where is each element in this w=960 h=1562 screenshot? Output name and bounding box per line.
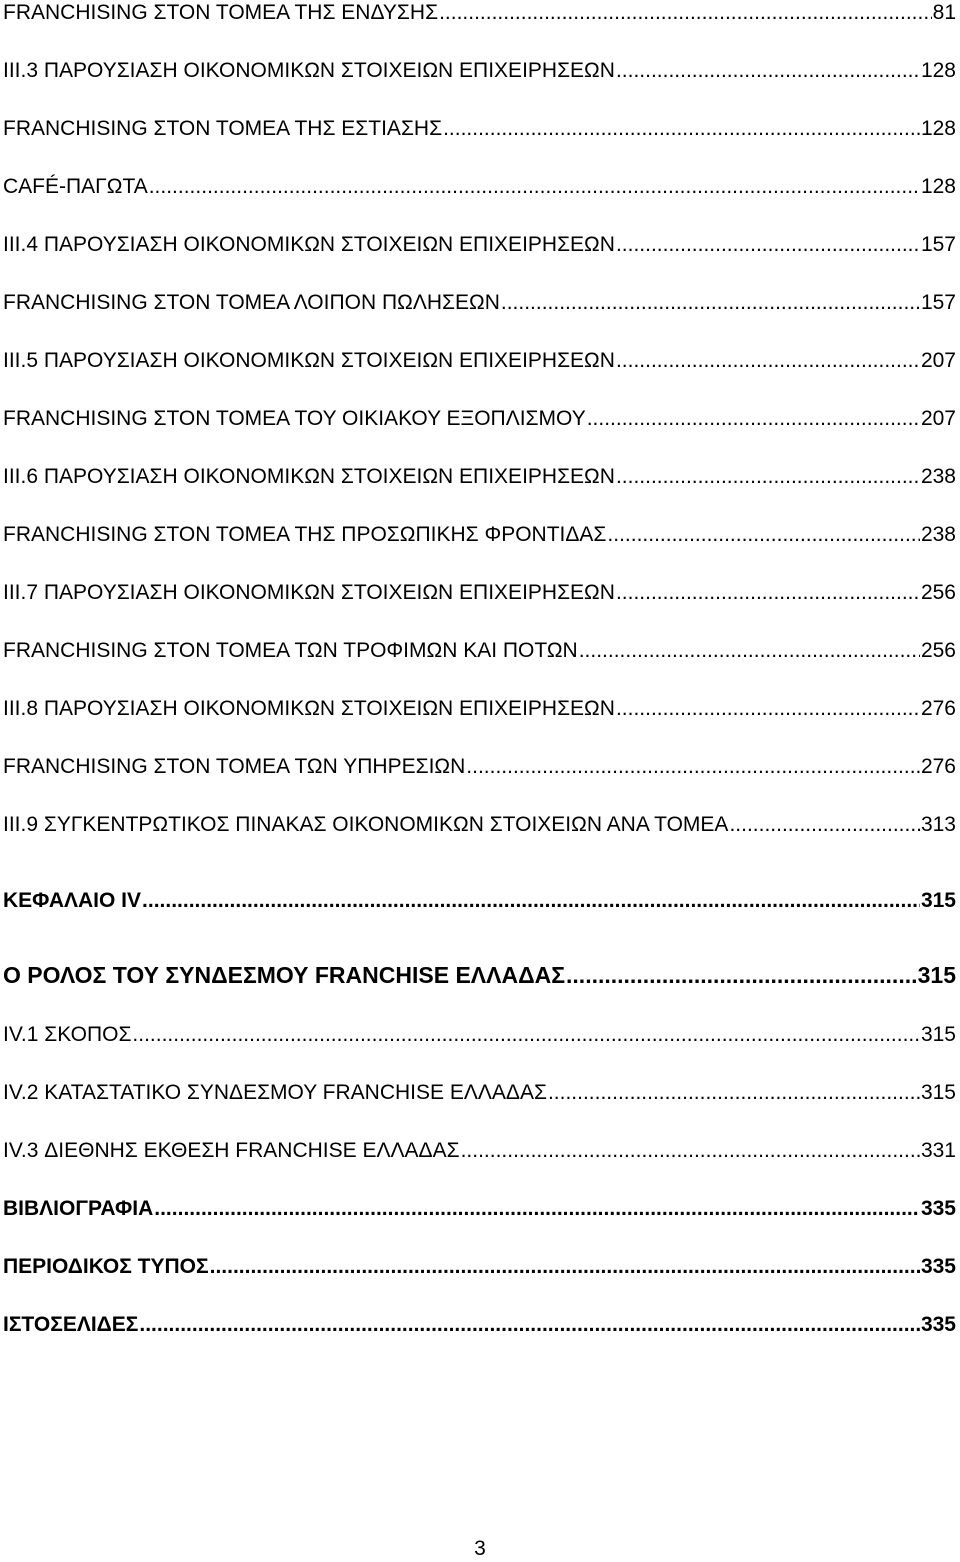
toc-entry[interactable] — [3, 406, 956, 432]
toc-entry[interactable] — [3, 1254, 956, 1280]
toc-entry-page: 157 — [920, 233, 956, 256]
toc-entry-title: ΙΙΙ.5 ΠΑΡΟΥΣΙΑΣΗ ΟΙΚΟΝΟΜΙΚΩΝ ΣΤΟΙΧΕΙΩΝ ΕΠΙΧΕΙΡΗΣΕΩΝ — [3, 349, 615, 372]
toc-entry-title: ΙΙΙ.7 ΠΑΡΟΥΣΙΑΣΗ ΟΙΚΟΝΟΜΙΚΩΝ ΣΤΟΙΧΕΙΩΝ ΕΠΙΧΕΙΡΗΣΕΩΝ — [3, 581, 615, 604]
toc-leader-dots — [587, 406, 920, 432]
toc-entry-page: 315 — [920, 1023, 956, 1046]
toc-leader-dots — [616, 696, 920, 722]
toc-entry-title: FRANCHISING ΣΤΟΝ ΤΟΜΕΑ ΛΟΙΠΟΝ ΠΩΛΗΣΕΩΝ — [3, 291, 500, 314]
page-number: 3 — [474, 1537, 486, 1560]
toc-entry-title: IV.2 ΚΑΤΑΣΤΑΤΙΚΟ ΣΥΝΔΕΣΜΟΥ FRANCHISE ΕΛΛΑΔΑΣ — [3, 1081, 547, 1104]
toc-entry-page: 256 — [920, 639, 956, 662]
toc-leader-dots — [729, 812, 920, 838]
toc-leader-dots — [149, 174, 920, 200]
toc-leader-dots — [139, 1312, 920, 1338]
toc-entry[interactable] — [3, 1022, 956, 1048]
toc-entry[interactable] — [3, 0, 956, 26]
toc-entry-title: ΙΙΙ.4 ΠΑΡΟΥΣΙΑΣΗ ΟΙΚΟΝΟΜΙΚΩΝ ΣΤΟΙΧΕΙΩΝ ΕΠΙΧΕΙΡΗΣΕΩΝ — [3, 233, 615, 256]
toc-leader-dots — [616, 464, 920, 490]
toc-entry[interactable] — [3, 754, 956, 780]
toc-entry-title: Ο ΡΟΛΟΣ ΤΟΥ ΣΥΝΔΕΣΜΟΥ FRANCHISE ΕΛΛΑΔΑΣ — [3, 962, 566, 988]
toc-entry[interactable] — [3, 1196, 956, 1222]
toc-leader-dots — [607, 522, 920, 548]
toc-entry-title: ΒΙΒΛΙΟΓΡΑΦΙΑ — [3, 1197, 154, 1220]
toc-entry-page: 335 — [920, 1197, 956, 1220]
toc-entry-title: ΙΙΙ.6 ΠΑΡΟΥΣΙΑΣΗ ΟΙΚΟΝΟΜΙΚΩΝ ΣΤΟΙΧΕΙΩΝ ΕΠΙΧΕΙΡΗΣΕΩΝ — [3, 465, 615, 488]
toc-entry-page: 276 — [920, 697, 956, 720]
toc-entry-page: 207 — [920, 407, 956, 430]
toc-leader-dots — [142, 888, 920, 914]
toc-entry[interactable] — [3, 812, 956, 838]
toc-entry[interactable] — [3, 116, 956, 142]
toc-entry-page: 276 — [920, 755, 956, 778]
toc-entry[interactable] — [3, 58, 956, 84]
toc-entry-page: 128 — [920, 175, 956, 198]
toc-entry-page: 256 — [920, 581, 956, 604]
toc-entry[interactable] — [3, 962, 956, 988]
toc-entry[interactable] — [3, 1312, 956, 1338]
toc-entry[interactable] — [3, 580, 956, 606]
toc-entry-title: ΙΣΤΟΣΕΛΙΔΕΣ — [3, 1313, 139, 1336]
toc-leader-dots — [501, 290, 920, 316]
toc-leader-dots — [616, 232, 920, 258]
toc-leader-dots — [616, 580, 920, 606]
toc-leader-dots — [466, 754, 920, 780]
toc-entry-page: 128 — [920, 117, 956, 140]
toc-entry-title: IV.1 ΣΚΟΠΟΣ — [3, 1023, 132, 1046]
toc-entry[interactable] — [3, 1138, 956, 1164]
toc-leader-dots — [616, 58, 920, 84]
toc-leader-dots — [154, 1196, 920, 1222]
toc-entry-title: IV.3 ΔΙΕΘΝΗΣ ΕΚΘΕΣΗ FRANCHISE ΕΛΛΑΔΑΣ — [3, 1139, 460, 1162]
toc-entry-title: FRANCHISING ΣΤΟΝ ΤΟΜΕΑ ΤΗΣ ΠΡΟΣΩΠΙΚΗΣ ΦΡΟΝΤΙΔΑΣ — [3, 523, 607, 546]
toc-entry[interactable] — [3, 522, 956, 548]
toc-entry-page: 128 — [920, 59, 956, 82]
toc-leader-dots — [443, 116, 920, 142]
toc-leader-dots — [616, 348, 920, 374]
toc-entry-title: FRANCHISING ΣΤΟΝ ΤΟΜΕΑ ΤΗΣ ΕΝΔΥΣΗΣ — [3, 1, 439, 24]
toc-entry[interactable] — [3, 696, 956, 722]
toc-leader-dots — [566, 962, 917, 988]
toc-leader-dots — [210, 1254, 920, 1280]
toc-leader-dots — [461, 1138, 920, 1164]
toc-leader-dots — [439, 0, 932, 26]
toc-entry-title: ΙΙΙ.9 ΣΥΓΚΕΝΤΡΩΤΙΚΟΣ ΠΙΝΑΚΑΣ ΟΙΚΟΝΟΜΙΚΩΝ ΣΤΟΙΧΕΙΩΝ ΑΝΑ ΤΟΜΕΑ — [3, 813, 729, 836]
toc-entry-page: 315 — [917, 962, 956, 988]
toc-entry-page: 315 — [920, 889, 956, 912]
toc-entry[interactable] — [3, 232, 956, 258]
toc-entry-page: 315 — [920, 1081, 956, 1104]
toc-entry-title: FRANCHISING ΣΤΟΝ ΤΟΜΕΑ ΤΟΥ ΟΙΚΙΑΚΟΥ ΕΞΟΠΛΙΣΜΟΥ — [3, 407, 586, 430]
toc-entry[interactable] — [3, 888, 956, 914]
toc-entry-page: 238 — [920, 523, 956, 546]
toc-entry-page: 81 — [932, 1, 956, 24]
toc-entry-page: 238 — [920, 465, 956, 488]
toc-leader-dots — [132, 1022, 920, 1048]
toc-entry-title: ΚΕΦΑΛΑΙΟ IV — [3, 889, 142, 912]
toc-entry[interactable] — [3, 174, 956, 200]
toc-leader-dots — [548, 1080, 920, 1106]
toc-entry[interactable] — [3, 638, 956, 664]
toc-entry[interactable] — [3, 290, 956, 316]
toc-entry-title: FRANCHISING ΣΤΟΝ ΤΟΜΕΑ ΤΗΣ ΕΣΤΙΑΣΗΣ — [3, 117, 443, 140]
toc-entry-page: 331 — [920, 1139, 956, 1162]
toc-leader-dots — [579, 638, 920, 664]
toc-entry-page: 335 — [920, 1313, 956, 1336]
toc-entry-title: FRANCHISING ΣΤΟΝ ΤΟΜΕΑ ΤΩΝ ΥΠΗΡΕΣΙΩΝ — [3, 755, 466, 778]
toc-entry-title: ΙΙΙ.3 ΠΑΡΟΥΣΙΑΣΗ ΟΙΚΟΝΟΜΙΚΩΝ ΣΤΟΙΧΕΙΩΝ ΕΠΙΧΕΙΡΗΣΕΩΝ — [3, 59, 615, 82]
toc-entry-title: CAFÉ-ΠΑΓΩΤΑ — [3, 175, 148, 198]
toc-entry-page: 207 — [920, 349, 956, 372]
toc-entry-page: 157 — [920, 291, 956, 314]
toc-entry-title: FRANCHISING ΣΤΟΝ ΤΟΜΕΑ ΤΩΝ ΤΡΟΦΙΜΩΝ ΚΑΙ ΠΟΤΩΝ — [3, 639, 578, 662]
toc-entry[interactable] — [3, 1080, 956, 1106]
toc-entry-title: ΠΕΡΙΟΔΙΚΟΣ ΤΥΠΟΣ — [3, 1255, 209, 1278]
toc-entry[interactable] — [3, 348, 956, 374]
toc-entry-title: ΙΙΙ.8 ΠΑΡΟΥΣΙΑΣΗ ΟΙΚΟΝΟΜΙΚΩΝ ΣΤΟΙΧΕΙΩΝ ΕΠΙΧΕΙΡΗΣΕΩΝ — [3, 697, 615, 720]
toc-entry-page: 313 — [920, 813, 956, 836]
toc-entry[interactable] — [3, 464, 956, 490]
toc-entry-page: 335 — [920, 1255, 956, 1278]
